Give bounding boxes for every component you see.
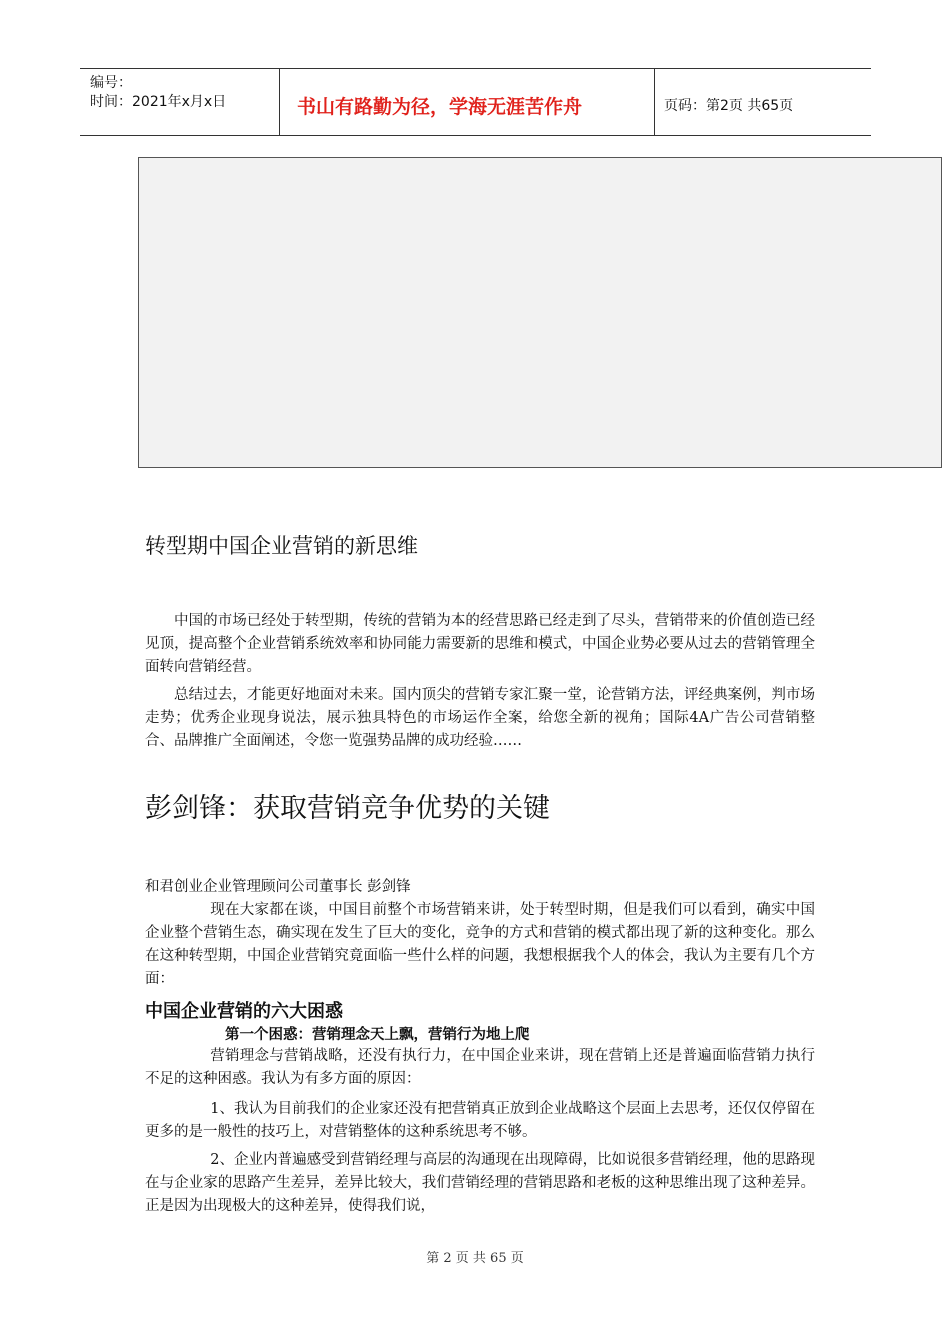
intro-paragraph: 中国的市场已经处于转型期，传统的营销为本的经营思路已经走到了尽头，营销带来的价值创造已经见顶，提高整个企业营销系统效率和协同能力需要新的思维和模式，中国企业势必要从过去的营销管理全面转向营销经营。: [145, 613, 815, 675]
header-divider: [654, 68, 655, 136]
header-motto: 书山有路勤为径，学海无涯苦作舟: [297, 96, 583, 118]
document-number-label: 编号：: [90, 75, 132, 91]
page-info: 页码：第2页 共65页: [664, 98, 794, 114]
header-divider: [279, 68, 280, 136]
intro-paragraph: 总结过去，才能更好地面对未来。国内顶尖的营销专家汇聚一堂，论营销方法，评经典案例，判市场走势；优秀企业现身说法，展示独具特色的市场运作全案，给您全新的视角；国际4A广告公司营销整合、品牌推广全面阐述，令您一览强势品牌的成功经验……: [145, 687, 815, 749]
header-bottom-rule: [80, 135, 871, 136]
author-line: 和君创业企业管理顾问公司董事长 彭剑锋: [145, 879, 411, 895]
document-date-label: 时间：2021年x月x日: [90, 94, 227, 110]
document-title: 转型期中国企业营销的新思维: [145, 534, 418, 558]
page-footer: 第 2 页 共 65 页: [426, 1251, 524, 1266]
subsection-title: 中国企业营销的六大困惑: [145, 1001, 343, 1022]
body-paragraph: 营销理念与营销战略，还没有执行力，在中国企业来讲，现在营销上还是普遍面临营销力执行不足的这种困惑。我认为有多方面的原因：: [145, 1048, 815, 1087]
body-paragraph: 现在大家都在谈，中国目前整个市场营销来讲，处于转型时期，但是我们可以看到，确实中国企业整个营销生态，确实现在发生了巨大的变化，竞争的方式和营销的模式都出现了新的这种变化。那么在这种转型期，中国企业营销究竟面临一些什么样的问题，我想根据我个人的体会，我认为主要有几个方面：: [145, 902, 815, 987]
section-title: 彭剑锋：获取营销竞争优势的关键: [145, 793, 550, 824]
body-paragraph: 1、我认为目前我们的企业家还没有把营销真正放到企业战略这个层面上去思考，还仅仅停留在更多的是一般性的技巧上，对营销整体的这种系统思考不够。: [145, 1101, 815, 1140]
image-placeholder: [138, 157, 942, 468]
point-title: 第一个困惑：营销理念天上飘，营销行为地上爬: [225, 1027, 530, 1043]
body-paragraph: 2、企业内普遍感受到营销经理与高层的沟通现在出现障碍，比如说很多营销经理，他的思路现在与企业家的思路产生差异，差异比较大，我们营销经理的营销思路和老板的这种思维出现了这种差异。正是因为出现极大的这种差异，使得我们说，: [145, 1152, 815, 1214]
header-top-rule: [80, 68, 871, 69]
